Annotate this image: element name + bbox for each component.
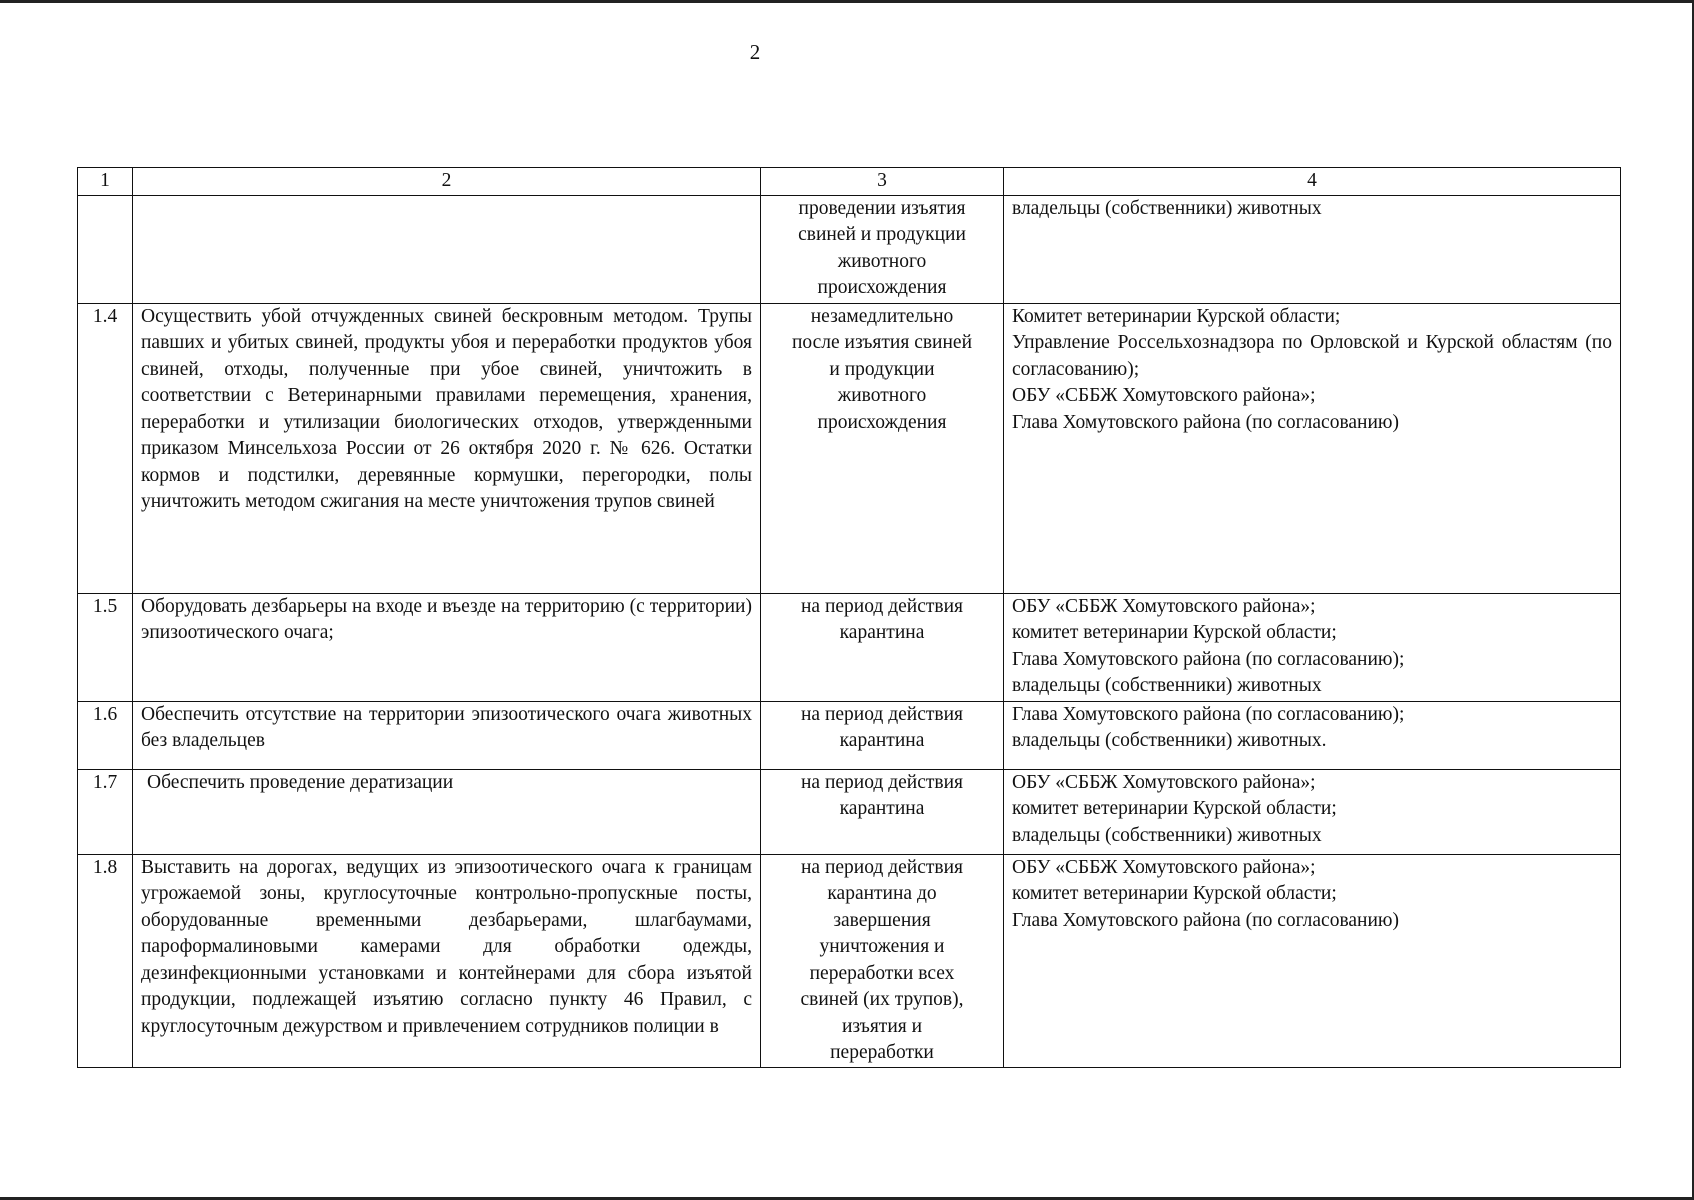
table-row — [78, 195, 1621, 303]
term-line: происхождения — [817, 411, 947, 433]
term-line: и продукции — [829, 358, 935, 380]
header-col-4: 4 — [1004, 168, 1621, 196]
term-line: животного — [837, 385, 927, 406]
responsible-line: ОБУ «СББЖ Хомутовского района»; — [1012, 856, 1316, 878]
row-number — [78, 195, 133, 303]
responsible-line: Глава Хомутовского района (по согласованию) — [1012, 411, 1399, 433]
row-action: Осуществить убой отчужденных свиней бескровным методом. Трупы павших и убитых свиней, продукты убоя и переработки продуктов убоя свиней, отходы, полученные при убое свиней, уничтожить в соответствии с Ветеринарными правилами перемещения, хранения, переработки и утилизации биологических отходов, утвержденными приказом Минсельхоза России от 26 октября 2020 г. № 626. Остатки кормов и подстилки, деревянные кормушки, перегородки, полы уничтожить методом сжигания на месте уничтожения трупов свиней — [133, 303, 761, 593]
responsible-line: ОБУ «СББЖ Хомутовского района»; — [1012, 595, 1316, 617]
header-row — [78, 168, 1621, 196]
responsible-line: владельцы (собственники) животных — [1012, 824, 1322, 846]
term-line: изъятия и — [841, 1015, 923, 1037]
row-responsible — [1004, 854, 1621, 1067]
term-line: карантина — [839, 730, 925, 751]
row-action: Обеспечить проведение дератизации — [133, 769, 761, 854]
row-term — [761, 303, 1004, 593]
row-action: Оборудовать дезбарьеры на входе и въезде на территорию (с территории) эпизоотического очага; — [133, 593, 761, 701]
term-line: на период действия — [800, 856, 964, 878]
responsible-line: ОБУ «СББЖ Хомутовского района»; — [1012, 771, 1316, 793]
row-term — [761, 769, 1004, 854]
responsible-line: владельцы (собственники) животных — [1012, 197, 1322, 219]
row-action: Обеспечить отсутствие на территории эпизоотического очага животных без владельцев — [133, 701, 761, 769]
row-action — [133, 195, 761, 303]
term-line: после изъятия свиней — [791, 332, 973, 353]
responsible-line: владельцы (собственники) животных — [1012, 675, 1322, 696]
row-number: 1.7 — [78, 769, 133, 854]
row-number: 1.8 — [78, 854, 133, 1067]
term-line: на период действия — [800, 771, 964, 793]
term-line: на период действия — [800, 595, 964, 617]
row-term — [761, 701, 1004, 769]
term-line: свиней (их трупов), — [800, 989, 964, 1010]
row-action: Выставить на дорогах, ведущих из эпизоотического очага к границам угрожаемой зоны, круглосуточные контрольно-пропускные посты, оборудованные временными дезбарьерами, шлагбаумами, пароформалиновыми камерами для обработки одежды, дезинфекционными установками и контейнерами для сбора изъятой продукции, подлежащей изъятию согласно пункту 46 Правил, с круглосуточным дежурством и привлечением сотрудников полиции в — [133, 854, 761, 1067]
page-number: 2 — [749, 40, 761, 64]
responsible-line: Комитет ветеринарии Курской области; — [1012, 305, 1341, 327]
term-line: проведении изъятия — [798, 197, 966, 219]
row-responsible — [1004, 195, 1621, 303]
term-line: завершения — [833, 909, 931, 931]
responsible-line: комитет ветеринарии Курской области; — [1012, 622, 1337, 643]
table-row — [78, 769, 1621, 854]
responsible-line: комитет ветеринарии Курской области; — [1012, 883, 1337, 904]
term-line: карантина — [839, 798, 925, 819]
header-col-1: 1 — [78, 168, 133, 196]
term-line: карантина до — [827, 883, 937, 904]
term-line: свиней и продукции — [798, 224, 966, 245]
responsible-line: Глава Хомутовского района (по согласованию); — [1012, 648, 1405, 670]
row-responsible — [1004, 593, 1621, 701]
row-responsible — [1004, 303, 1621, 593]
row-number: 1.6 — [78, 701, 133, 769]
row-number: 1.5 — [78, 593, 133, 701]
responsible-line: Глава Хомутовского района (по согласованию) — [1012, 909, 1399, 931]
row-number: 1.4 — [78, 303, 133, 593]
measures-table — [77, 167, 1621, 1068]
term-line: происхождения — [817, 277, 947, 298]
responsible-line: Управление Россельхознадзора по Орловской и Курской областям (по согласованию); — [1012, 332, 1612, 380]
term-line: незамедлительно — [810, 305, 954, 327]
term-line: переработки — [830, 1042, 934, 1063]
row-term — [761, 593, 1004, 701]
row-term — [761, 854, 1004, 1067]
row-responsible — [1004, 769, 1621, 854]
table-row — [78, 593, 1621, 701]
table-row — [78, 303, 1621, 593]
responsible-line: ОБУ «СББЖ Хомутовского района»; — [1012, 385, 1316, 406]
term-line: животного — [837, 250, 927, 272]
responsible-line: комитет ветеринарии Курской области; — [1012, 798, 1337, 819]
header-col-3: 3 — [761, 168, 1004, 196]
term-line: на период действия — [800, 703, 964, 725]
term-line: карантина — [839, 622, 925, 643]
table-row — [78, 854, 1621, 1067]
row-responsible — [1004, 701, 1621, 769]
responsible-line: владельцы (собственники) животных. — [1012, 730, 1327, 751]
term-line: уничтожения и — [819, 936, 945, 957]
responsible-line: Глава Хомутовского района (по согласованию); — [1012, 703, 1405, 725]
term-line: переработки всех — [809, 962, 955, 984]
scan-edge-top — [0, 0, 1694, 3]
row-term — [761, 195, 1004, 303]
table-row — [78, 701, 1621, 769]
header-col-2: 2 — [133, 168, 761, 196]
